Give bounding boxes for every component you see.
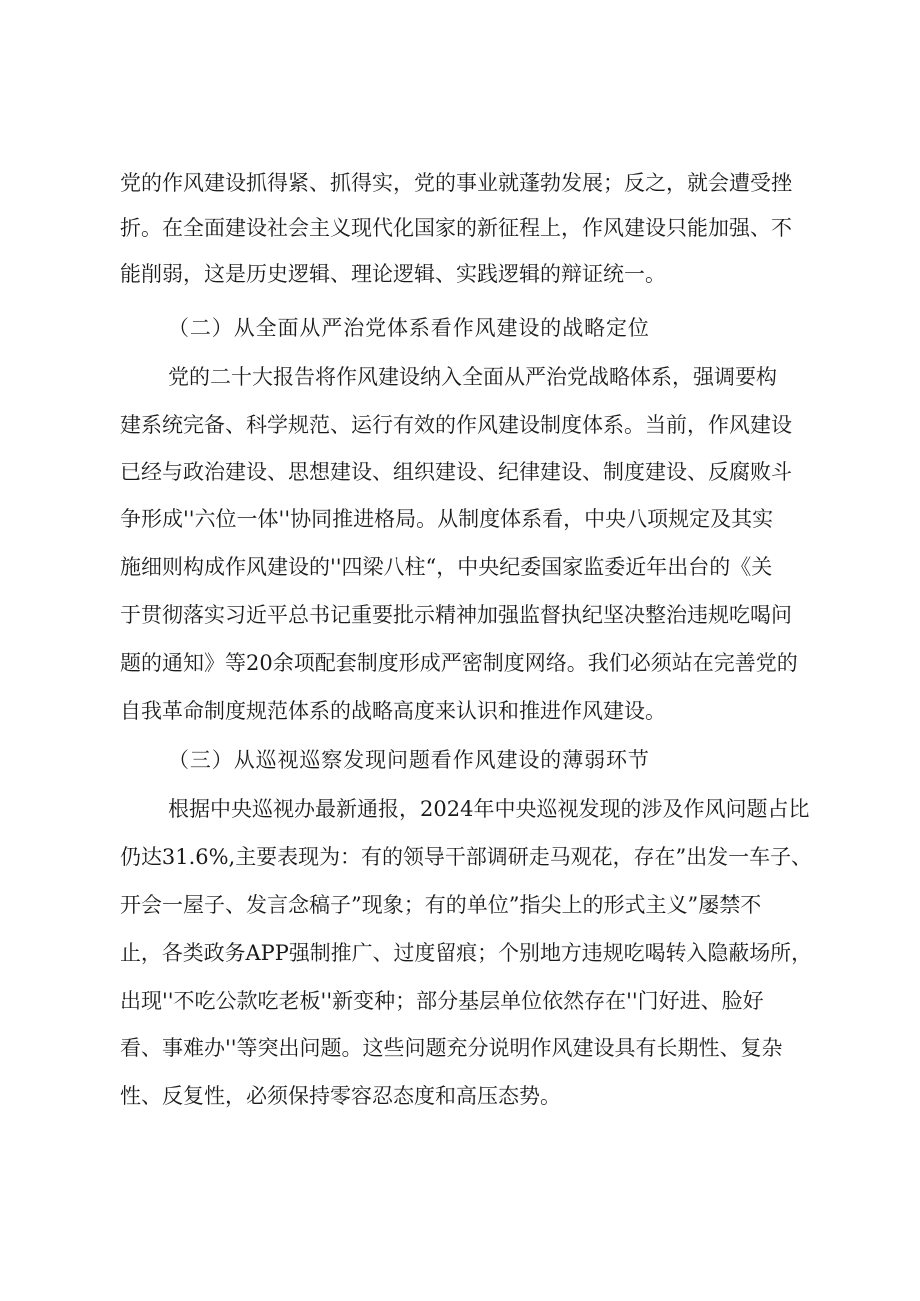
body-text-line: 出现''不吃公款吃老板''新变种；部分基层单位依然存在''门好进、脸好 [120,989,764,1013]
body-text-line: 能削弱，这是历史逻辑、理论逻辑、实践逻辑的辩证统一。 [120,262,666,286]
body-text-line: 性、反复性，必须保持零容忍态度和高压态势。 [120,1084,561,1108]
body-text-line: 已经与政治建设、思想建设、组织建设、纪律建设、制度建设、反腐败斗 [120,460,792,484]
body-text-line: 自我革命制度规范体系的战略高度来认识和推进作风建设。 [120,699,666,723]
body-text-line: 止，各类政务APP强制推广、过度留痕；个别地方违规吃喝转入隐蔽场所， [120,941,813,965]
body-text-line: 党的作风建设抓得紧、抓得实，党的事业就蓬勃发展；反之，就会遭受挫 [120,171,792,195]
body-text-line: 看、事难办''等突出问题。这些问题充分说明作风建设具有长期性、复杂 [120,1036,783,1060]
body-text-line: 仍达31.6%,主要表现为：有的领导干部调研走马观花，存在”出发一车子、 [120,845,813,869]
body-text-line: 于贯彻落实习近平总书记重要批示精神加强监督执纪坚决整治违规吃喝问 [120,603,792,627]
body-text-line: 党的二十大报告将作风建设纳入全面从严治党战略体系，强调要构 [168,365,777,389]
section-heading: （二）从全面从严治党体系看作风建设的战略定位 [168,316,650,340]
body-text-line: 根据中央巡视办最新通报，2024年中央巡视发现的涉及作风问题占比 [168,797,810,821]
body-text-line: 开会一屋子、发言念稿子”现象；有的单位”指尖上的形式主义”屡禁不 [120,893,762,917]
body-text-line: 争形成''六位一体''协同推进格局。从制度体系看，中央八项规定及其实 [120,507,774,531]
body-text-line: 题的通知》等20余项配套制度形成严密制度网络。我们必须站在完善党的 [120,651,798,675]
body-text-line: 折。在全面建设社会主义现代化国家的新征程上，作风建设只能加强、不 [120,216,792,240]
body-text-line: 施细则构成作风建设的''四梁八柱“，中央纪委国家监委近年出台的《关 [120,555,773,579]
section-heading: （三）从巡视巡察发现问题看作风建设的薄弱环节 [168,748,650,772]
body-text-line: 建系统完备、科学规范、运行有效的作风建设制度体系。当前，作风建设 [120,413,792,437]
